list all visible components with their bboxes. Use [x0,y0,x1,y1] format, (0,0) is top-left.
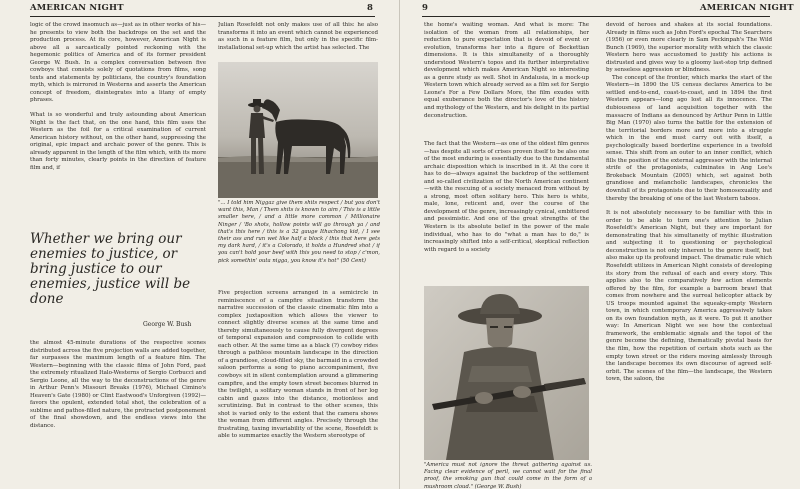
right-page [400,0,800,489]
left-col1-para2: What is so wonderful and truly astounding about American Night is the fact that, on the one hand, this film uses the Western as the foil for a critical examination of current American history without, on the other hand, suppressing the original, epic impact and archaic power of the genre. This is already apparent in the length of the film which, with its more than forty minutes, clearly points in the direction of feature film and, if [30,112,206,171]
left-col2-top [218,22,378,58]
left-col2-para2: Five projection screens arranged in a semicircle in reminiscence of a campfire situation transform the narrative succession of the classic cinematic film into a complex juxtaposition which allows the viewer to connect slightly diverse scenes at the same time and thereby simultaneously to cause fully divergent degrees of temporal expansion and compression to collide with each other. At the same time as a black (?) cowboy rides through a pathless mountain landscape in the direction of a grandiose, cloud-filled sky, the barmaid in a crowded saloon performs a song to piano accompaniment, five cowboys sit in silent contemplation around a glimmering campfire, and the empty town street becomes blurred in the twilight, a solitary woman stands in front of her log cabin and gazes into the distance, motionless and scrutinizing. But in contrast to the other scenes, this shot is varied only to the extent that the camera shows the woman from different angles. Precisely through the frustrating, taxing invariability of the scene, Rosefeldt is able to summarize exactly the Western stereotype of [218,290,378,440]
photo-cowboy-with-horse [218,62,378,198]
caption-rifle-photo: "America must not ignore the threat gathering against us. Facing clear evidence of peril, we cannot wait for the final proof, the smoking gun that could come in the form of a mushroom cloud." (George W. Bush) [424,462,592,489]
right-col2-para3: It is not absolutely necessary to be familiar with this in order to be able to turn one's attention to Julian Rosefeldt's American Night, but they are important for demonstrating that his simultaneity of mythic illustration and subjecting it to questioning or psychological deconstruction is not only inherent to the genre itself, but also make up its profound impact. The dramatic rule which Rosefeldt utilizes in American Night consists of developing its story from the refusal of each and every story. This applies also to the comparatively few action elements offered by the film, for example a barroom brawl that comes from nowhere and the surreal helicopter attack by US troops mounted against the squeaky-empty Western town, in which contemporary America aggressively takes on its own foundation myth, as it were. To put it another way: In American Night we see how the contextual framework, the emblematic signals and the topoi of the genre become the defining, thematically pivotal basis for the film, how the repetition of certain shots such as the empty town street or the riders moving aimlessly through the landscape becomes its own discourse of agreed self-orbit. The scenes of the film—the landscape, the Western town, the saloon, the [606,210,772,383]
right-col1-top [424,22,589,140]
left-col1-para3: the almost 45-minute durations of the respective scenes distributed across the five projection walls are added together, far surpasses the maximum length of a feature film. The Western—beginning with the classic films of John Ford, past the extremely ritualized Italo-Westerns of Sergio Corbucci and Sergio Leone, all the way to the deconstructions of the genre in Arthur Penn's Missouri Breaks (1976), Michael Cimino's Heaven's Gate (1980) or Clint Eastwood's Unforgiven (1992)—favors the opulent, extended total shot, the celebration of a sublime and pathos-filled nature, the protracted postponement of the final showdown, and the endless views into the distance. [30,340,206,430]
header-rule-left [30,16,375,17]
header-rule-right [422,16,770,17]
page-number-right: 9 [422,3,429,13]
caption-cowboy-photo: "... I told him Niggaz give them shits respect / but you don't want this, Man / Them shits is known to aim / This is a little smaller here, / and a little more common / Millionaire Ninger / 'Bo shots, hollow points will go through ya / and that's this here / this is a 32 gauge Ithachong kid, / I see their ass and run wet like half a block / this that here gets my dark hard, / it's a Colorado, it holds a Hundred shot / if you can't hold your beef with this you need to stop / c'mon, pick somethin' outa nigga, you know it's hot" (50 Cent) [218,200,380,264]
right-col2 [606,22,772,484]
photo-cowboy-with-rifle [424,286,589,460]
running-head-title-right: AMERICAN NIGHT [700,3,794,13]
page-number-left: 8 [367,3,374,13]
photo-cowboy-with-horse-image [218,62,378,198]
right-col1-para1: the home's waiting woman. And what is more: The isolation of the woman from all relationships, her reduction to pure expectation that is devoid of event or evolution, transforms her into a figure of Beckettian dimensions. It is this simultaneity of a thoroughly understood Western's topos and its further interpretative development which makes American Night so interesting as a genre study as well. Shot in Andalusia, in a mock-up Western town which already served as a film set for Sergio Leone's For a Few Dollars More, the film exudes with equal exuberance both the director's love of the history and mythology of the Western, and his delight in its partial deconstruction. [424,22,589,119]
pull-quote-attribution: George W. Bush [143,321,192,328]
running-head-title-left: AMERICAN NIGHT [30,3,124,13]
right-col2-para1: devoid of heroes and shakes at its social foundations. Already in films such as John Ford's epochal The Searchers (1956) or even more clearly in Sam Peckinpah's The Wild Bunch (1969), the superior morality with which the classic Western hero was accustomed to justify his actions is distrusted and gives way to a gloomy last-stop trip defined by senseless aggression or blindness. [606,22,772,74]
right-col1-para2: The fact that the Western—as one of the oldest film genres—has despite all sorts of crises proven itself to be also one of the most enduring is essentially due to the fundamental archaic disposition which is inscribed in it. At the core it has to do—always against the backdrop of the settlement and so-called civilization of the North American continent—with the rescuing of a society menaced from without by a strong, most often solitary hero. This hero is white, male, lone, reticent and, over the course of the development of the genre, increasingly cynical, embittered and pessimistic. And one of the great strengths of the Western is its absolute belief in the power of the male individual, who has to do "what a man has to do," is increasingly shifted into a self-critical, skeptical reflection with regard to a society [424,141,589,253]
pull-quote: Whether we bring our enemies to justice, or bring justice to our enemies, justice will be done [30,231,191,307]
left-col2-para1: Julian Rosefeldt not only makes use of all this: he also transforms it into an event which cannot be experienced as such in a feature film, but only in the specific film-installational set-up which the artist has selected. The [218,22,378,51]
photo-cowboy-with-rifle-image [424,286,589,460]
left-col1-top [30,22,206,230]
right-col1-middle [424,141,589,279]
left-col1-para1: logic of the crowd insomuch as—just as in other works of his—he presents to view both the backdrops on the set and the production process. At its core, however, American Night is above all a sarcastically pointed reckoning with the hegemonic politics of America and of its former president George W. Bush. In a complex conversation between five cowboys that consists solely of quotations from films, song texts and statements by politicians, the country's foundation myth, which is mirrored in Westerns and asserts the American concept of freedom, disintegrates into a litany of empty phrases. [30,22,206,104]
left-col1-bottom [30,340,206,480]
left-col2-bottom [218,290,378,482]
right-col2-para2: The concept of the frontier, which marks the start of the Western—in 1890 the US census declares America to be settled end-to-end, coast-to-coast, and in 1894 the first Western appears—long ago lost all its innocence. The dubiousness of land acquisition together with the massacre of Indians as denounced by Arthur Penn in Little Big Man (1970) also turns the battle for the extension of the territorial borders more and more into a struggle which in the end must carry out with itself, a psychologically based borderline experience in a twofold sense. This shift from an outer to an inner conflict, which fills the position of the external aggressor with the internal strife of the protagonists, culminates in Ang Lee's Brokeback Mountain (2005) which, set against both grandiose and melancholic landscapes, chronicles the downfall of its protagonists due to their homosexuality and thereby the breaking of one of the last Western taboos. [606,74,772,202]
